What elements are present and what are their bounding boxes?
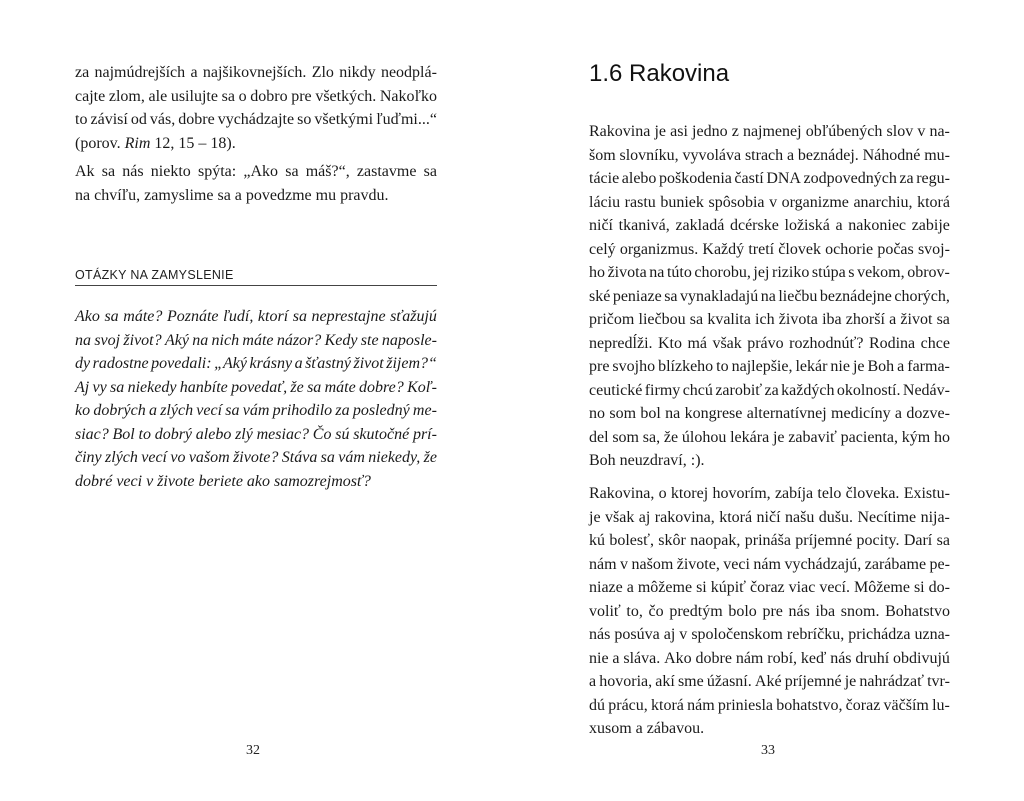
text-line: na chvíľu, zamyslime sa a povedzme mu pravdu. bbox=[75, 186, 389, 204]
citation-book: Rim bbox=[124, 134, 151, 152]
text-line: nám v našom živote, veci nám vychádzajú, zarábame pe- bbox=[589, 555, 950, 573]
text-line: je však aj rakovina, ktorá ničí našu dušu. Necítime nija- bbox=[589, 508, 950, 526]
text-line: Rakovina, o ktorej hovorím, zabíja telo človeka. Existu- bbox=[589, 485, 950, 502]
text-line: Aj vy sa niekedy hanbíte povedať, že sa máte dobre? Koľ- bbox=[75, 378, 437, 396]
text-line: ské peniaze sa vynakladajú na liečbu beznádejne chorých, bbox=[589, 287, 950, 305]
text-line: nás posúva aj v spoločenskom rebríčku, prichádza uzna- bbox=[589, 626, 950, 643]
text-line: Ako sa máte? Poznáte ľudí, ktorí sa neprestajne sťažujú bbox=[75, 308, 437, 325]
text-line: voliť to, čo predtým bolo pre nás iba snom. Bohatstvo bbox=[589, 602, 950, 620]
text-line: dobré veci v živote beriete ako samozrejmosť? bbox=[75, 472, 371, 490]
text-line: pre svojho blízkeho to najlepšie, lekár nie je Boh a farma- bbox=[589, 358, 950, 375]
quote-paragraph bbox=[75, 61, 437, 155]
text-line: kú bolesť, skôr naopak, prináša príjemné pocity. Darí sa bbox=[589, 532, 950, 549]
text-line: Rakovina je asi jedno z najmenej obľúbených slov v na- bbox=[589, 123, 950, 140]
text-line: ceutické firmy chcú zarobiť za každých okolností. Nedáv- bbox=[589, 381, 950, 399]
body-paragraph bbox=[589, 482, 950, 741]
text-line: za najmúdrejších a najšikovnejších. Zlo nikdy neodplá- bbox=[75, 64, 437, 81]
text-line: no som bol na kongrese alternatívnej medicíny a dozve- bbox=[589, 405, 950, 422]
text-line: del som sa, že úlohou lekára je zabaviť pacienta, kým ho bbox=[589, 428, 950, 446]
text-line: pričom liečbou sa kvalita ich života iba zhorší a život sa bbox=[589, 311, 950, 328]
text-line: ko dobrých a zlých vecí sa vám prihodilo za posledný me- bbox=[75, 402, 437, 419]
text-line: a hovoria, akí sme úžasní. Aké príjemné je nahrádzať tvr- bbox=[589, 673, 950, 690]
text-line: ho života na túto chorobu, jej riziko stúpa s vekom, obrov- bbox=[589, 264, 950, 281]
text-line: niaze a môžeme si kúpiť čoraz viac vecí. Môžeme si do- bbox=[589, 579, 950, 596]
text-line: na svoj život? Aký na nich máte názor? Kedy ste naposle- bbox=[75, 331, 437, 349]
text-line: xusom a zábavou. bbox=[589, 720, 705, 737]
text-line: činy zlých vecí vo vašom živote? Stáva sa vám niekedy, že bbox=[75, 449, 437, 466]
text-line: to závisí od vás, dobre vychádzajte so všetkými ľuďmi...“ bbox=[75, 111, 437, 128]
text-line bbox=[75, 132, 437, 156]
text-line: celý organizmus. Každý tretí človek ochorie počas svoj- bbox=[589, 240, 950, 258]
chapter-title: 1.6 Rakovina bbox=[589, 60, 730, 87]
text-line: dú prácu, ktorá nám priniesla bohatstvo, čoraz väčším lu- bbox=[589, 696, 950, 714]
text-line: šom slovníku, vyvoláva strach a beznádej. Náhodné mu- bbox=[589, 146, 950, 164]
text-line: Boh neuzdraví, :). bbox=[589, 452, 705, 469]
text-line: tácie alebo poškodenia častí DNA zodpovedných za regu- bbox=[589, 170, 950, 187]
body-paragraph bbox=[589, 120, 950, 473]
text-line: siac? Bol to dobrý alebo zlý mesiac? Čo sú skutočné prí- bbox=[75, 425, 437, 443]
page-number: 33 bbox=[761, 743, 775, 758]
text-line: Ak sa nás niekto spýta: „Ako sa máš?“, zastavme sa bbox=[75, 163, 437, 180]
citation-reference: 12, 15 – 18). bbox=[150, 134, 236, 152]
body-paragraph bbox=[75, 160, 437, 207]
text-line: láciu rastu buniek spôsobia v organizme anarchiu, ktorá bbox=[589, 193, 950, 211]
page-number: 32 bbox=[246, 743, 260, 758]
text-line: ničí tkanivá, zakladá dcérske ložiská a nakoniec zabije bbox=[589, 217, 950, 234]
text-line: nepredĺži. Kto má však právo rozhodnúť? Rodina chce bbox=[589, 334, 950, 352]
text-line: dy radostne povedali: „Aký krásny a šťastný život žijem?“ bbox=[75, 355, 437, 372]
text-line: nie a sláva. Ako dobre nám robí, keď nás druhí obdivujú bbox=[589, 649, 950, 667]
text-line: cajte zlom, ale usilujte sa o dobro pre všetkých. Nakoľko bbox=[75, 87, 437, 105]
citation-prefix: (porov. bbox=[75, 134, 125, 152]
questions-paragraph bbox=[75, 305, 437, 493]
section-heading: OTÁZKY NA ZAMYSLENIE bbox=[75, 268, 437, 286]
